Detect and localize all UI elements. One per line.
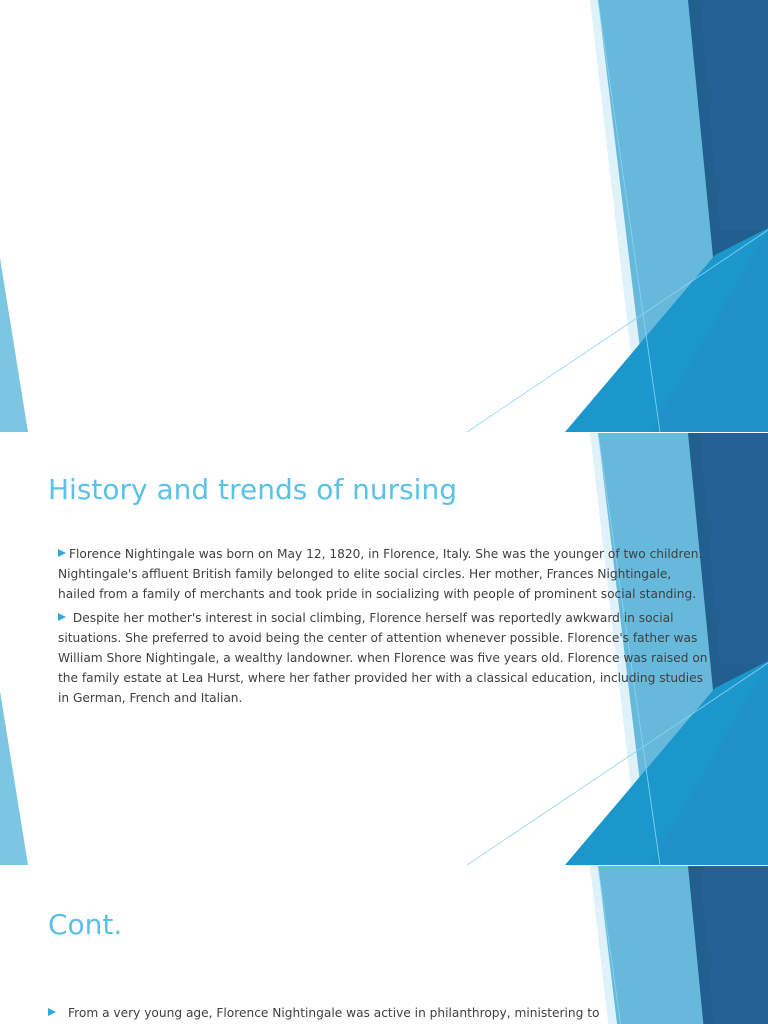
slide-2 xyxy=(0,433,768,865)
bullet-text: From a very young age, Florence Nightingale was active in philanthropy, ministering to xyxy=(68,1006,600,1020)
bullet-text: Despite her mother's interest in social climbing, Florence herself was reportedly awkward in social situations. She preferred to avoid being the center of attention whenever possible. Florence's father was William Shore Nightingale, a wealthy landowner. when Florence was five years old. Florence was raised on the family estate at Lea Hurst, where her father provided her with a classical education, including studies in German, French and Italian. xyxy=(58,611,708,705)
bullet-list xyxy=(48,1003,702,1024)
list-item xyxy=(58,544,712,604)
slide-1 xyxy=(0,0,768,432)
slide-3 xyxy=(0,866,768,1024)
bullet-arrow-icon xyxy=(48,1008,56,1016)
slide-decoration xyxy=(0,866,768,1024)
bullet-list xyxy=(58,544,712,712)
left-edge-shape xyxy=(0,258,28,432)
slide-title: History and trends of nursing xyxy=(48,473,457,506)
bullet-arrow-icon xyxy=(58,549,66,557)
list-item xyxy=(58,608,712,708)
slide-title: Cont. xyxy=(48,908,123,941)
bullet-arrow-icon xyxy=(58,613,66,621)
bullet-text: Florence Nightingale was born on May 12, 1820, in Florence, Italy. She was the younger of two children. Nightingale's affluent British family belonged to elite social circles. Her mother, Frances Nightingale, hailed from a family of merchants and took pride in socializing with people of prominent social standing. xyxy=(58,547,703,601)
left-edge-shape xyxy=(0,691,28,865)
slide-decoration xyxy=(0,0,768,432)
list-item xyxy=(48,1003,702,1023)
